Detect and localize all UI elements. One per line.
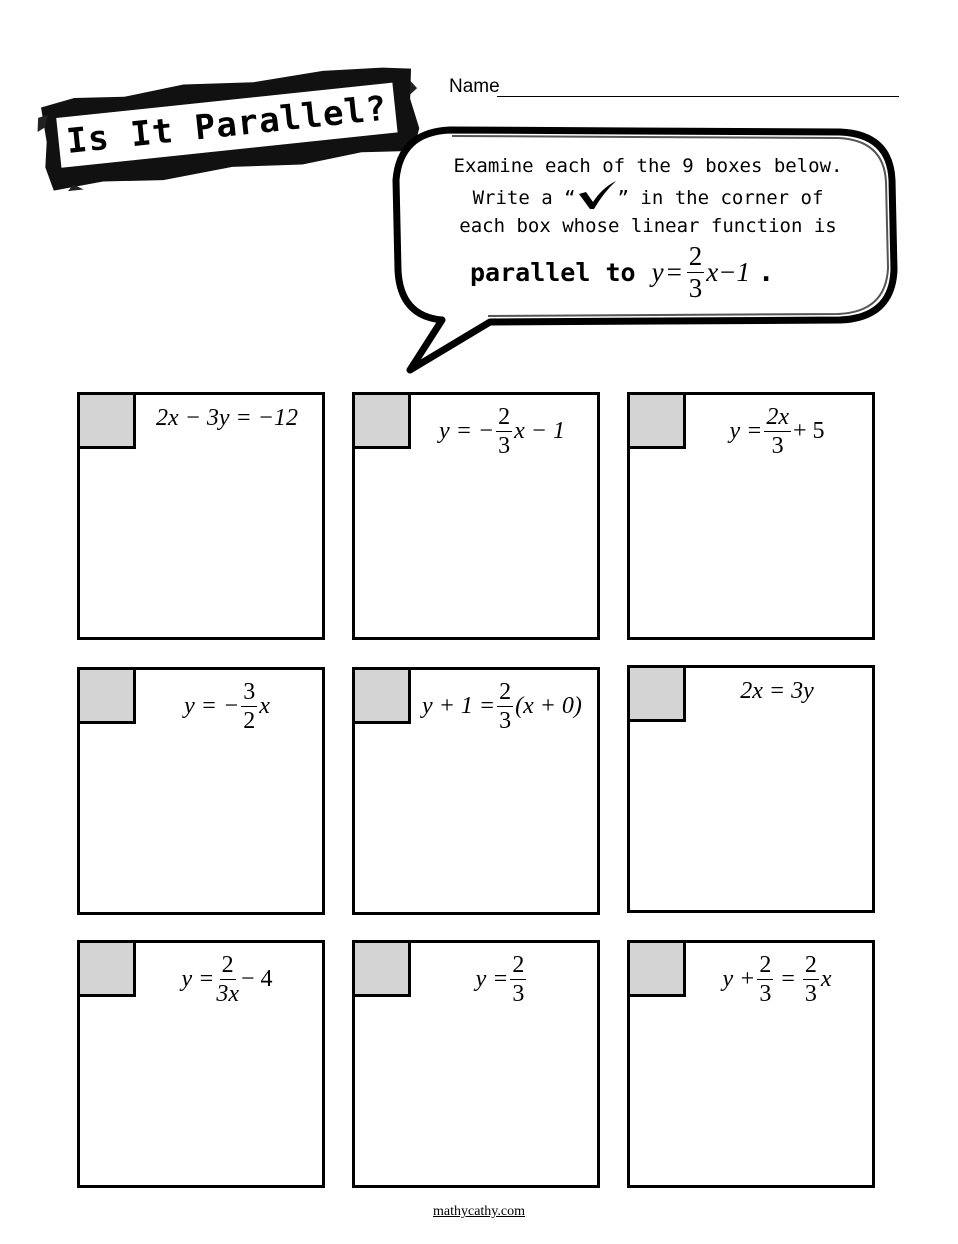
equation-box-6 [627, 665, 875, 913]
equation [476, 953, 529, 1006]
equation [156, 405, 298, 432]
equation-post: (x + 0) [515, 693, 582, 719]
check-corner[interactable] [630, 943, 686, 997]
name-field[interactable] [497, 96, 899, 97]
fraction-num: 2 [499, 679, 512, 705]
fraction-den: 3x [216, 981, 239, 1007]
equation [184, 680, 270, 733]
equation [422, 680, 582, 733]
check-corner[interactable] [355, 943, 411, 997]
fraction-den: 3 [804, 981, 817, 1007]
equation-post: − 4 [240, 966, 273, 992]
check-corner[interactable] [80, 395, 136, 449]
page-title: Is It Parallel? [64, 88, 390, 162]
fraction-den: 3 [499, 708, 512, 734]
fraction-num: 2 [221, 952, 234, 978]
equation-fraction [757, 953, 773, 1006]
fraction-den: 3 [771, 433, 784, 459]
check-corner[interactable] [630, 668, 686, 722]
target-num: 2 [688, 240, 703, 271]
equation-pre: y = [475, 966, 509, 992]
fraction-num: 2 [804, 952, 817, 978]
fraction-num: 3 [243, 679, 256, 705]
equation-box-2 [352, 392, 600, 640]
instruction-line-2-start: Write a “ [472, 187, 576, 209]
check-corner[interactable] [355, 395, 411, 449]
name-label: Name [449, 76, 500, 97]
equation [740, 678, 814, 705]
equation-box-8 [352, 940, 600, 1188]
equation-box-9 [627, 940, 875, 1188]
equation-pre: y + [722, 966, 756, 992]
check-corner[interactable] [355, 670, 411, 724]
footer-link[interactable]: mathycathy.com [432, 1204, 525, 1219]
equation [722, 953, 831, 1006]
fraction-num: 2x [766, 404, 789, 430]
instruction-line-2-end: ” in the corner of [617, 187, 824, 209]
equation-pre: y = [181, 966, 215, 992]
target-fraction [687, 240, 705, 303]
fraction-num: 2 [498, 404, 511, 430]
equation-post: x [820, 966, 832, 992]
equation-text: 2x − 3y = −12 [156, 405, 298, 431]
instruction-line-2 [412, 180, 884, 212]
equation-box-7 [77, 940, 325, 1188]
fraction-den: 3 [512, 981, 525, 1007]
equation-fraction [764, 405, 791, 458]
equation-fraction [216, 953, 239, 1006]
target-den: 3 [688, 272, 703, 303]
equation-fraction [241, 680, 257, 733]
target-line [470, 240, 870, 304]
target-equation [651, 240, 775, 303]
equation-pre: y + 1 = [422, 693, 496, 719]
equation-box-4 [77, 667, 325, 915]
parallel-to-label: parallel to [470, 257, 636, 287]
equation-pre: y = − [184, 693, 240, 719]
fraction-den: 3 [759, 981, 772, 1007]
equation-fraction-2 [803, 953, 819, 1006]
equation-post: x [259, 693, 270, 719]
check-corner[interactable] [80, 943, 136, 997]
equation [439, 405, 565, 458]
instructions-text [412, 152, 884, 240]
fraction-den: 2 [243, 708, 256, 734]
equation-post: + 5 [792, 418, 825, 444]
title-banner [34, 58, 424, 193]
equation-fraction [497, 680, 513, 733]
instruction-line-3: each box whose linear function is [459, 215, 837, 237]
equation [729, 405, 824, 458]
equation-fraction [496, 405, 512, 458]
check-corner[interactable] [80, 670, 136, 724]
equation-box-5 [352, 667, 600, 915]
fraction-num: 2 [759, 952, 772, 978]
target-period: . [758, 256, 775, 288]
equation-pre: y = − [439, 418, 495, 444]
equation [181, 953, 272, 1006]
fraction-den: 3 [498, 433, 511, 459]
target-rest: x−1 [706, 256, 751, 287]
equation-post: x − 1 [514, 418, 565, 444]
fraction-num: 2 [512, 952, 525, 978]
target-eq: = [666, 256, 682, 287]
check-corner[interactable] [630, 395, 686, 449]
equation-fraction [510, 953, 526, 1006]
equation-pre: y = [729, 418, 763, 444]
equation-box-3 [627, 392, 875, 640]
instruction-line-1: Examine each of the 9 boxes below. [453, 155, 843, 177]
check-icon [576, 180, 618, 210]
equation-text: 2x = 3y [740, 678, 814, 704]
equation-mid: = [775, 966, 801, 992]
target-lhs: y [651, 256, 664, 287]
equation-box-1 [77, 392, 325, 640]
